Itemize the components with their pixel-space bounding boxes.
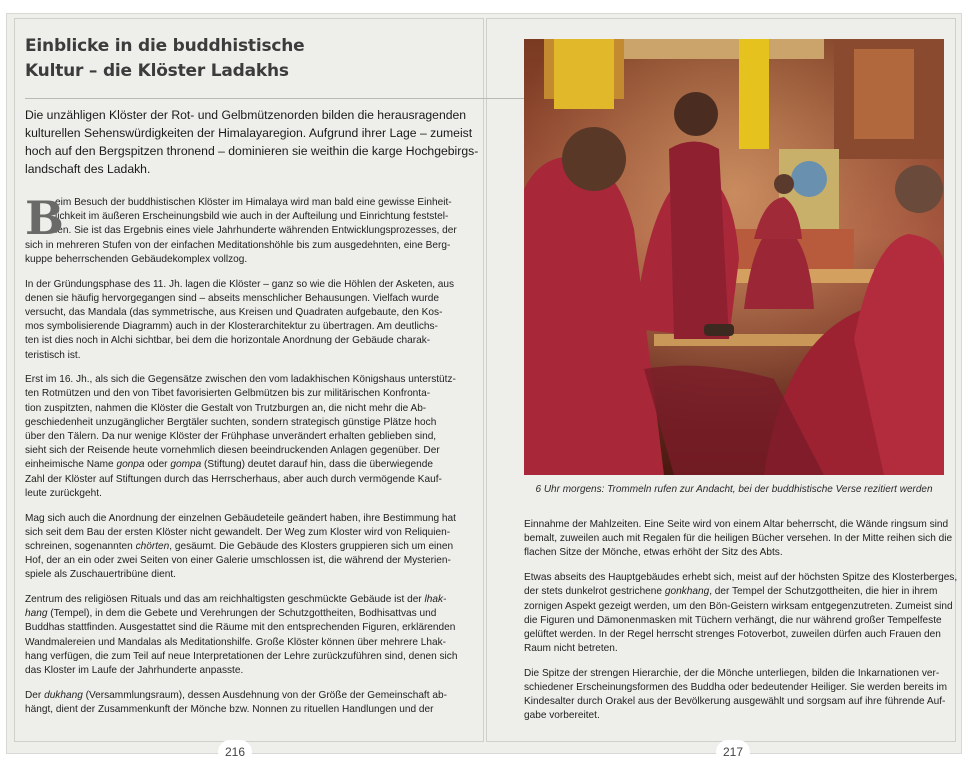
title-rule [25,98,525,99]
text-line: lichkeit im äußeren Erscheinungsbild wie auch in der Aufteilung und Einrichtung feststel- [55,211,449,223]
text-run: einheimische Name [25,459,117,471]
text-run: , der Tempel der Schutzgottheiten, die hier in ihrem [709,586,938,598]
text-line: gelüftet werden. In der Regel herrscht strenges Fotoverbot, zuweilen dürfen auch Frauen den [524,628,941,640]
text-line [25,607,445,621]
text-line: Etwas abseits des Hauptgebäudes erhebt sich, meist auf der höchsten Spitze des Klosterberges, [524,572,958,584]
text-line: Hof, der an ein oder zwei Seiten von einer Galerie umschlossen ist, die während der Mysterien- [25,555,451,567]
text-run: schreinen, sogenannten [25,540,136,552]
text-line: ten Rotmützen und den von Tibet favorisierten Gelbmützen bis zur militärischen Konfronta- [25,388,431,400]
text-line: sich seit dem Bau der ersten Klöster nicht gewandelt. Der Weg zum Kloster wird von Reliquien- [25,526,451,538]
photo-caption: 6 Uhr morgens: Trommeln rufen zur Andacht, bei der buddhistische Verse rezitiert werden [535,484,933,495]
left-body-column [25,191,458,728]
right-body-column [524,518,958,734]
text-line: versucht, das Mandala (das symmetrische, aus Kreisen und Quadraten aufgebaute, den Kos- [25,306,443,318]
text-line: Buddhas stattfinden. Ausgestattet sind die Räume mit den entsprechenden Figuren, erklärenden [25,622,456,634]
text-run: , gesäumt. Die Gebäude des Klosters gruppieren sich um einen [169,540,454,552]
text-line: hang verfügen, die zum Teil auf neue Interpretationen der Lehre zurückzuführen sind, denen sich [25,650,458,662]
text-line [25,689,445,703]
text-line: geschiedenheit unzugänglicher Bergtäler suchten, sondern strategisch günstige Plätze hoch [25,416,437,428]
text-run: (Versammlungsraum), dessen Ausdehnung von der Größe der Gemeinschaft ab- [82,689,447,701]
text-line: Kindesalter durch Orakel aus der Bevölkerung ausgewählt und sorgsam auf ihre führende Auf- [524,696,946,708]
lead-line: Die unzähligen Klöster der Rot- und Gelbmützenorden bilden die herausragenden [25,108,467,122]
term-gompa: gompa [170,459,202,471]
lead-line: kulturellen Sehenswürdigkeiten der Himalayaregion. Aufgrund ihrer Lage – zumeist [25,126,473,140]
page-number-right: 217 [716,740,750,764]
text-run: der stets dunkelrot gestrichene [524,586,665,598]
text-line: ten ist dies noch in Alchi sichtbar, bei dem die horizontale Anordnung der Gebäude charak- [25,335,431,347]
text-line [25,458,445,472]
text-line: denen sie häufig hervorgegangen sind – abseits menschlicher Behausungen. Vielfach wurde [25,292,439,304]
chapter-title-line: Einblicke in die buddhistische [25,36,305,56]
text-line [25,540,454,554]
text-line: Raum nicht betreten. [524,643,618,655]
chapter-title [25,34,495,84]
text-line: sich in mehreren Stufen von der einfachen Meditationshöhle bis zum ausgedehnten, eine Berg- [25,239,451,251]
paragraph-gonkhang [524,571,958,656]
text-run: Der [25,689,45,701]
monastery-photo [524,39,944,475]
term-chorten: chörten [135,540,170,552]
text-run: Zentrum des religiösen Rituals und das am reichhaltigsten geschmückte Gebäude ist der [25,594,425,606]
term-lhakhang: hang [25,608,48,620]
lead-line: hoch auf den Bergspitzen thronend – dominieren sie weithin die karge Hochgebirgs- [25,144,479,158]
text-line: die Figuren und Dämonenmasken mit Tüchern verhängt, die nur während großer Tempelfeste [524,614,942,626]
text-run: (Stiftung) deutet darauf hin, dass die überwiegende [201,459,433,471]
text-run: (Tempel), in dem die Gebete und Verehrungen der Schutzgottheiten, Bodhisattvas und [47,608,437,620]
drop-cap: B [25,191,64,245]
text-line: leute zurückgeht. [25,487,102,499]
text-line: Wandmalereien und Mandalas als Meditationshilfe. Große Klöster können über mehrere Lhak- [25,636,446,648]
lead-line: landschaft des Ladakh. [25,162,151,176]
paragraph-founding [25,278,455,363]
text-line: bemalt, zuweilen auch mit Regalen für die heiligen Bücher versehen. In der Mitte reihen sich die [524,533,953,545]
paragraph-meals [524,518,953,561]
page-number-left: 216 [218,740,252,764]
text-run: oder [144,459,171,471]
text-line: Zahl der Klöster auf Stiftungen durch das Herrscherhaus, aber auch durch vermögende Kauf- [25,473,442,485]
text-line: zornigen Aspekt gezeigt werden, um den Bön-Geistern wirksam entgegenzutreten. Zumeist sind [524,600,953,612]
paragraph-hierarchy [524,667,946,724]
paragraph-intro [25,191,457,267]
text-line: sieht sich der Reisende heute vornehmlich diesen beeindruckenden Anlagen gegenüber. Der [25,445,440,457]
text-line: len. Sie ist das Ergebnis eines viele Jahrhunderte währenden Entwicklungsprozesses, der [55,225,457,237]
text-line: hängt, dient der Zusammenkunft der Mönche bzw. Nonnen zu rituellen Handlungen und der [25,704,434,715]
text-line: schiedener Erscheinungsformen des Buddha oder bedeutender Heiliger. Sie werden bereits im [524,682,948,694]
text-line: gabe vorbereitet. [524,710,600,722]
yellow-banner [739,39,769,149]
text-line: tion zuspitzten, nahmen die Klöster die Gestalt von Trutzburgen an, die nicht mehr die Ab- [25,402,427,414]
term-gonpa: gonpa [116,459,145,471]
paragraph-lhakhang [25,593,458,678]
text-line: kuppe beherrschenden Gebäudekomplex vollzog. [25,253,248,265]
text-line: In der Gründungsphase des 11. Jh. lagen die Klöster – ganz so wie die Höhlen der Asketen, aus [25,278,455,290]
text-line: das Kloster im Laufe der Jahrhunderte anpasste. [25,665,244,677]
monks-in-temple-illustration [524,39,944,475]
text-line: flachen Sitze der Mönche, etwas erhöht der Sitz des Abts. [524,547,783,559]
lead-paragraph [25,106,495,178]
text-line: teristisch ist. [25,349,81,361]
text-line: Die Spitze der strengen Hierarchie, der die Mönche unterliegen, bilden die Inkarnationen ver- [524,667,940,679]
term-lhakhang: lhak- [424,594,447,606]
text-line: mos symbolisierende Diagramm) auch in der Klosterarchitektur zu übertragen. Am deutlichs- [25,321,438,333]
text-line: spiele als Zuschauertribüne dient. [25,569,176,581]
term-gonkhang: gonkhang [664,586,710,598]
paragraph-16th-century [25,373,456,501]
text-line: eim Besuch der buddhistischen Klöster im Himalaya wird man bald eine gewisse Einheit- [55,197,452,208]
text-line: Erst im 16. Jh., als sich die Gegensätze zwischen den vom ladakhischen Königshaus unterstütz- [25,374,456,386]
term-dukhang: dukhang [44,689,83,701]
text-line: über den Tälern. Da nur wenige Klöster der Frühphase unverändert erhalten geblieben sind, [25,431,437,443]
chapter-title-line: Kultur – die Klöster Ladakhs [25,61,289,81]
text-line [524,585,946,599]
paragraph-layout [25,512,456,583]
text-line [25,593,445,607]
text-line: Mag sich auch die Anordnung der einzelnen Gebäudeteile geändert haben, ihre Bestimmung hat [25,512,456,524]
paragraph-dukhang [25,689,445,717]
text-line: Einnahme der Mahlzeiten. Eine Seite wird von einem Altar beherrscht, die Wände ringsum sind [524,519,949,530]
